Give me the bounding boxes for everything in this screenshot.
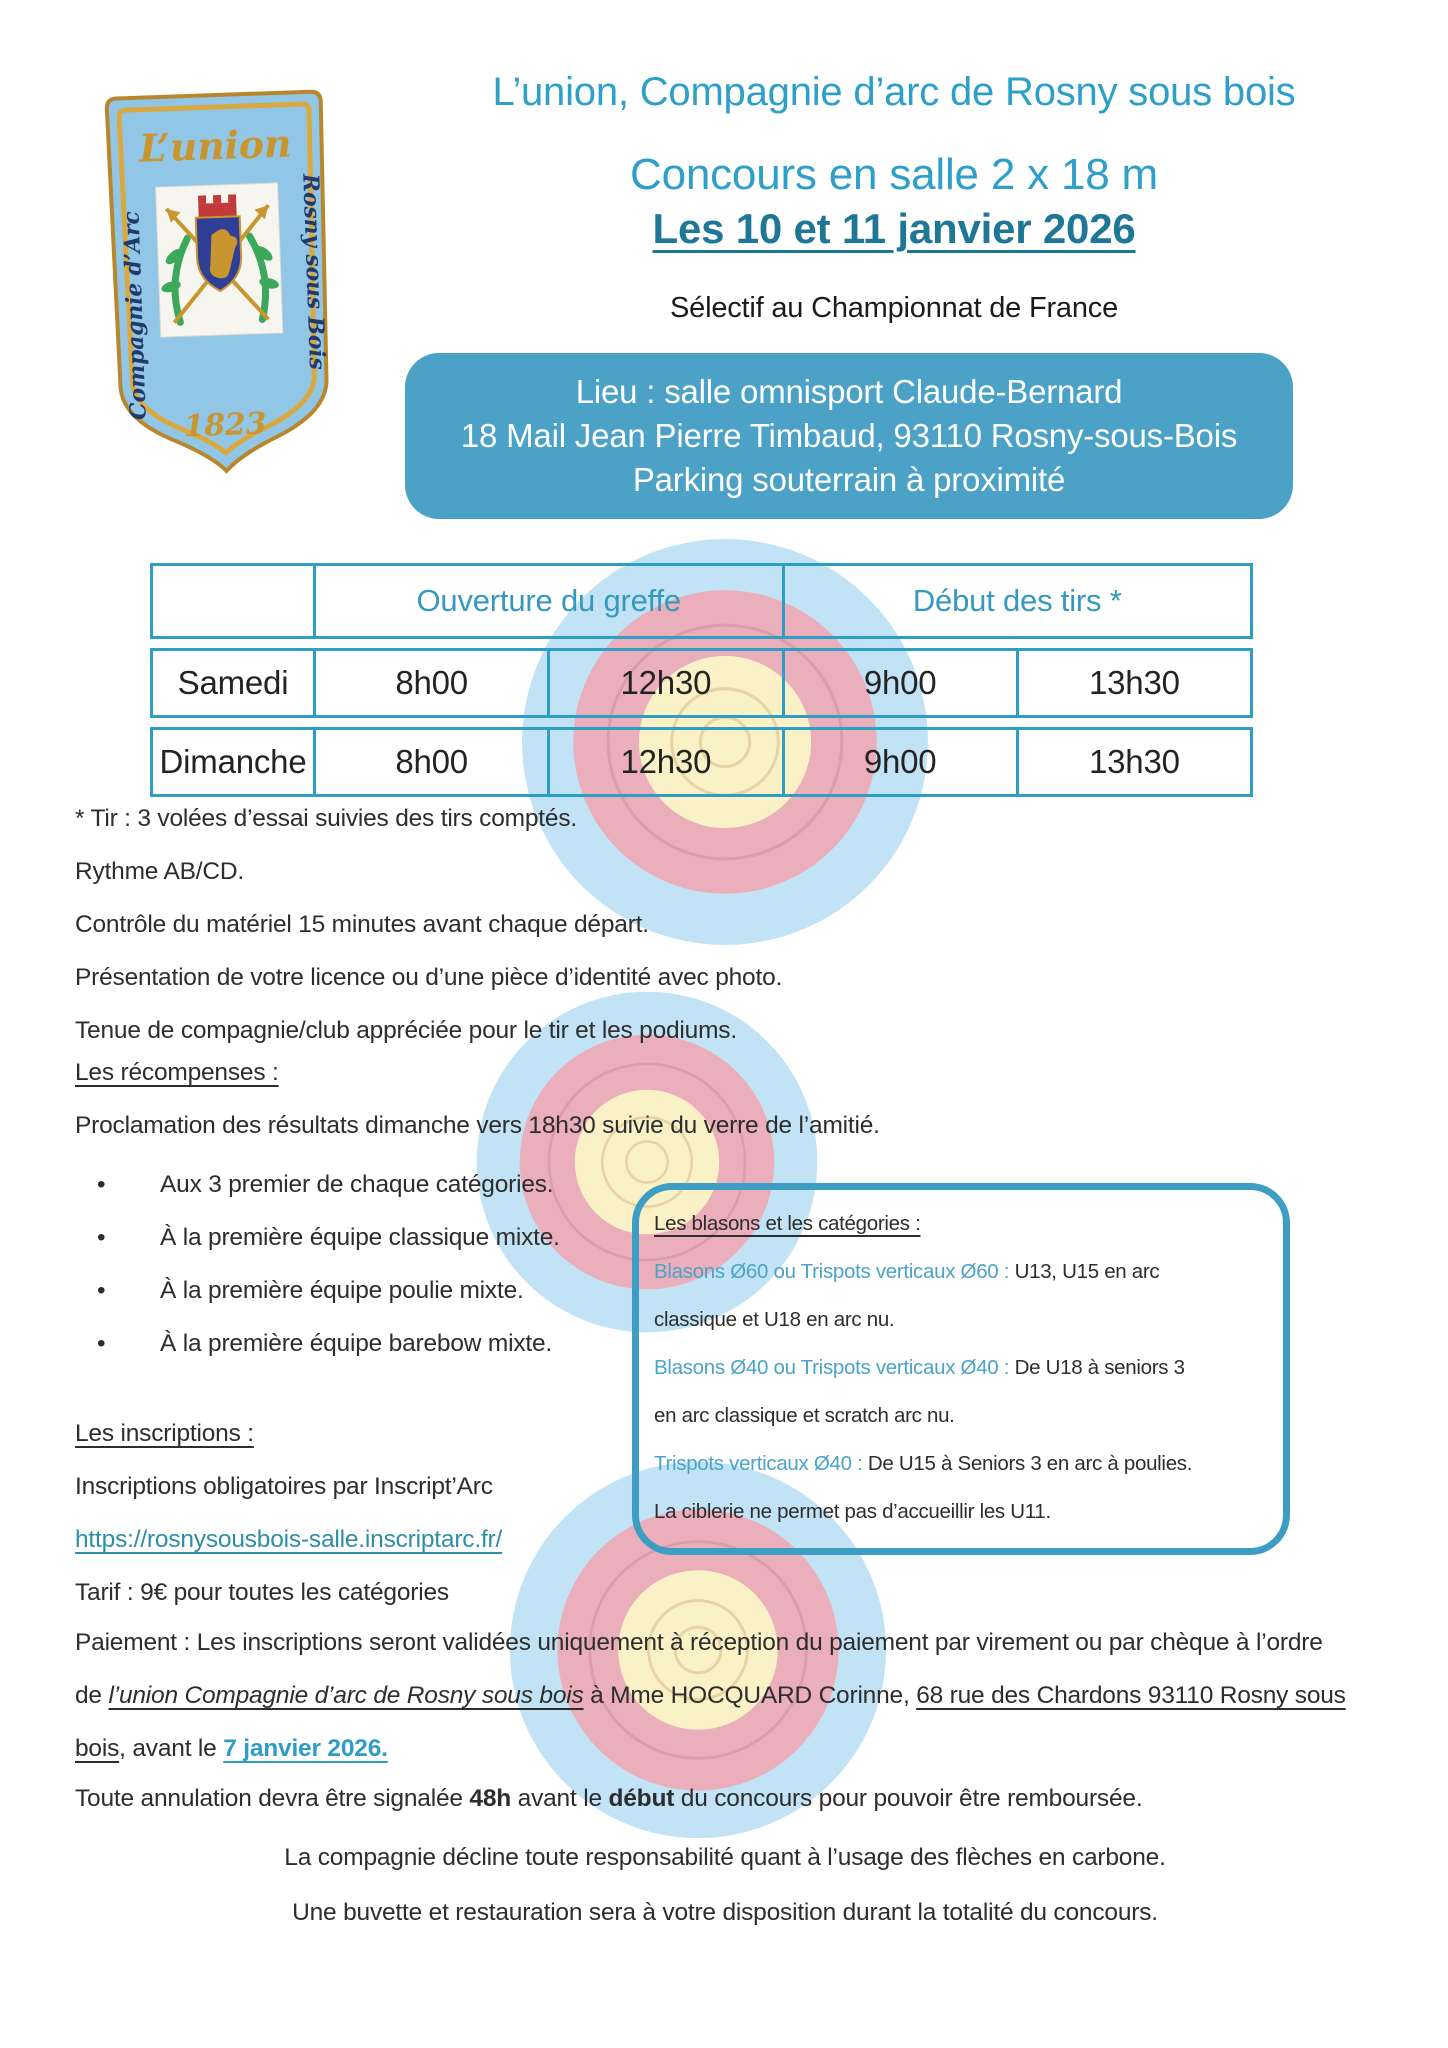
- day-label: Dimanche: [159, 743, 307, 780]
- schedule-header-greffe: Ouverture du greffe: [313, 566, 782, 636]
- greffe-time-1: 8h00: [313, 730, 547, 794]
- badge-left-text: Compagnie d’Arc: [118, 210, 152, 421]
- blason-line: Blasons Ø60 ou Trispots verticaux Ø60 : U13, U15 en arc: [654, 1260, 1160, 1283]
- payment-deadline: 7 janvier 2026.: [223, 1735, 388, 1762]
- blason-line: Trispots verticaux Ø40 : De U15 à Seniors 3 en arc à poulies.: [654, 1452, 1193, 1475]
- venue-line-3: Parking souterrain à proximité: [632, 461, 1066, 498]
- greffe-time-1: 8h00: [313, 651, 547, 715]
- bullet-icon: •: [97, 1224, 106, 1251]
- badge-right-text: Rosny sous Bois: [297, 173, 331, 371]
- rules-notes: [75, 792, 1405, 1057]
- day-label: Samedi: [177, 664, 289, 701]
- tirs-time-2: 13h30: [1016, 651, 1250, 715]
- paiement-paragraph: Paiement : Les inscriptions seront validées uniquement à réception du paiement par virement ou par chèque à l’ordre de l’union Compagnie d’arc de Rosny sous bois à Mme HOCQUARD Corinne, 68 rue des Chardons 93110 Rosny sous bois, avant le 7 janvier 2026.: [75, 1629, 1346, 1762]
- venue-line-1: Lieu : salle omnisport Claude-Bernard: [575, 373, 1123, 410]
- tarif-line: Tarif : 9€ pour toutes les catégories: [75, 1579, 449, 1606]
- inscriptions-line: Inscriptions obligatoires par Inscript’Arc: [75, 1473, 493, 1500]
- inscriptions-heading: Les inscriptions :: [75, 1420, 254, 1447]
- recompenses-section: [75, 1046, 1405, 1152]
- blasons-box: [632, 1183, 1290, 1555]
- club-badge: [88, 81, 352, 484]
- recompenses-heading: Les récompenses :: [75, 1059, 279, 1086]
- bullet-icon: •: [97, 1171, 106, 1198]
- page-title: L’union, Compagnie d’arc de Rosny sous bois: [492, 70, 1296, 114]
- note-tir: * Tir : 3 volées d’essai suivies des tirs comptés.: [75, 805, 577, 832]
- annulation-48h: 48h: [469, 1785, 512, 1812]
- venue-line-2: 18 Mail Jean Pierre Timbaud, 93110 Rosny-sous-Bois: [460, 417, 1238, 454]
- note-rythme: Rythme AB/CD.: [75, 858, 244, 885]
- annulation-debut: début: [608, 1785, 675, 1812]
- paiement-text: Paiement : Les inscriptions seront validées uniquement à réception du paiement par virement ou par chèque à l’ordre de: [75, 1629, 1323, 1709]
- venue-box: [405, 353, 1293, 519]
- blason-line: Blasons Ø40 ou Trispots verticaux Ø40 : De U18 à seniors 3: [654, 1356, 1185, 1379]
- footer-line-carbone: La compagnie décline toute responsabilité quant à l’usage des flèches en carbone.: [284, 1844, 1166, 1871]
- note-controle: Contrôle du matériel 15 minutes avant chaque départ.: [75, 911, 649, 938]
- badge-castle: [198, 194, 237, 217]
- footer-line-buvette: Une buvette et restauration sera à votre disposition durant la totalité du concours.: [292, 1899, 1158, 1926]
- schedule-row-dimanche: [150, 727, 1253, 797]
- blason-line: en arc classique et scratch arc nu.: [654, 1404, 955, 1427]
- schedule-row-samedi: [150, 648, 1253, 718]
- blason-line: classique et U18 en arc nu.: [654, 1308, 895, 1331]
- schedule-table: [150, 563, 1253, 797]
- greffe-time-2: 12h30: [547, 730, 781, 794]
- bullet-icon: •: [97, 1277, 106, 1304]
- tirs-time-1: 9h00: [782, 730, 1016, 794]
- schedule-header-empty-cell: [153, 566, 313, 636]
- schedule-header-tirs: Début des tirs *: [782, 566, 1251, 636]
- inscriptarc-link[interactable]: https://rosnysousbois-salle.inscriptarc.fr/: [75, 1526, 503, 1553]
- bullet-icon: •: [97, 1330, 106, 1357]
- event-subtitle: Concours en salle 2 x 18 m: [630, 150, 1158, 199]
- note-licence: Présentation de votre licence ou d’une pièce d’identité avec photo.: [75, 964, 783, 991]
- blason-line-note: La ciblerie ne permet pas d’accueillir les U11.: [654, 1500, 1051, 1523]
- annulation-line: Toute annulation devra être signalée 48h avant le début du concours pour pouvoir être remboursée.: [75, 1785, 1143, 1812]
- blasons-heading: Les blasons et les catégories :: [654, 1212, 921, 1235]
- badge-year: 1823: [183, 406, 267, 445]
- event-dates: Les 10 et 11 janvier 2026: [652, 205, 1136, 252]
- tirs-time-1: 9h00: [782, 651, 1016, 715]
- greffe-time-2: 12h30: [547, 651, 781, 715]
- recompenses-intro: Proclamation des résultats dimanche vers 18h30 suivie du verre de l’amitié.: [75, 1112, 880, 1139]
- event-qualifier: Sélectif au Championnat de France: [670, 292, 1118, 324]
- note-tenue: Tenue de compagnie/club appréciée pour le tir et les podiums.: [75, 1017, 737, 1044]
- payment-address: 68 rue des Chardons 93110 Rosny sous bois: [75, 1682, 1346, 1762]
- list-item: • À la première équipe classique mixte.: [75, 1211, 1405, 1264]
- club-order-name: l’union Compagnie d’arc de Rosny sous bois: [108, 1682, 584, 1709]
- list-item: • À la première équipe barebow mixte.: [75, 1317, 1405, 1370]
- list-item: • À la première équipe poulie mixte.: [75, 1264, 1405, 1317]
- badge-club-name: L’union: [138, 120, 293, 171]
- list-item: • Aux 3 premier de chaque catégories.: [75, 1158, 1405, 1211]
- tirs-time-2: 13h30: [1016, 730, 1250, 794]
- schedule-header-row: [150, 563, 1253, 639]
